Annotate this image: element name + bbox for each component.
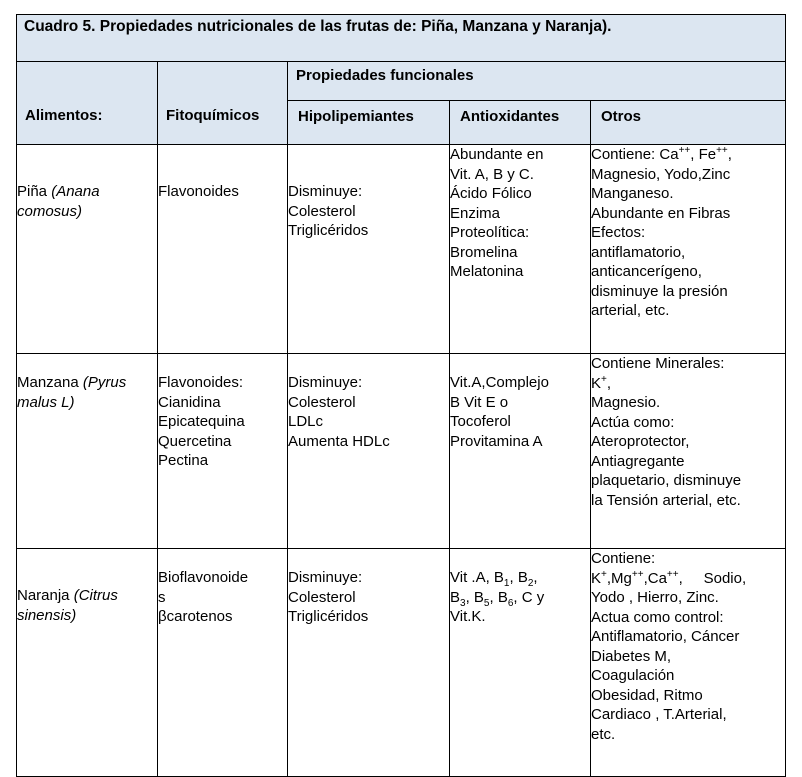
list-item: Triglicéridos [288, 608, 369, 625]
list-item: Disminuye: [288, 183, 363, 200]
list-item: s [158, 588, 166, 606]
hipolipemiantes-cell [288, 354, 450, 549]
list-item: LDLc [288, 413, 324, 430]
list-item: Colesterol [288, 202, 356, 220]
list-item: Flavonoides: [158, 374, 244, 391]
list-item: Epicatequina [158, 413, 245, 430]
list-item: Cianidina [158, 393, 221, 411]
table-row [17, 145, 786, 354]
fitoquimicos-cell [158, 549, 288, 777]
list-item: Vit .A, $B_1$, $B_2$, [450, 569, 538, 589]
list-item: Coagulación [591, 667, 675, 684]
list-item: Actúa como: [591, 413, 675, 431]
food-cell [17, 354, 158, 549]
list-item: Tocoferol [450, 413, 511, 430]
header-propiedades-funcionales: Propiedades funcionales [288, 62, 786, 101]
list-item: K+, [591, 373, 612, 392]
antioxidantes-cell [450, 145, 591, 354]
list-item: la Tensión arterial, etc. [591, 491, 741, 509]
list-item: Contiene: [591, 550, 656, 567]
list-item: Yodo , Hierro, Zinc. [591, 589, 719, 606]
antioxidantes-cell [450, 354, 591, 549]
header-hipolipemiantes: Hipolipemiantes [288, 101, 450, 145]
food-scientific-name: (Pyrus malus L) [17, 374, 127, 411]
otros-cell [591, 145, 786, 354]
list-item: B Vit E o [450, 393, 509, 411]
list-item: Abundante en Fibras [591, 204, 731, 222]
list-item: Contiene: Ca++, Fe++, [591, 145, 732, 163]
list-item: Vit.K. [450, 608, 486, 625]
list-item: Colesterol [288, 393, 356, 411]
list-item: Contiene Minerales: [591, 355, 725, 372]
list-item: Diabetes M, [591, 647, 672, 665]
otros-cell [591, 354, 786, 549]
list-item: Magnesio, Yodo,Zinc [591, 165, 731, 183]
list-item: Efectos: [591, 224, 646, 241]
list-item: Flavonoides [158, 183, 239, 200]
list-item: Antiagregante [591, 452, 685, 470]
list-item: Manganeso. [591, 185, 674, 202]
list-item: Ateroprotector, [591, 433, 690, 450]
list-item: disminuye la presión [591, 282, 728, 300]
list-item: βcarotenos [158, 608, 233, 625]
hipolipemiantes-cell [288, 145, 450, 354]
hipolipemiantes-cell [288, 549, 450, 777]
list-item: Abundante en [450, 146, 544, 163]
food-cell [17, 145, 158, 354]
food-name: Piña [17, 183, 48, 200]
list-item: Bioflavonoide [158, 569, 249, 586]
list-item: Colesterol [288, 588, 356, 606]
list-item: arterial, etc. [591, 302, 670, 319]
header-fitoquimicos: Fitoquímicos [158, 62, 288, 145]
list-item: Proteolítica: [450, 224, 530, 241]
nutrition-table [16, 14, 786, 777]
fitoquimicos-cell [158, 145, 288, 354]
list-item: etc. [591, 725, 616, 743]
header-antioxidantes: Antioxidantes [450, 101, 591, 145]
list-item: Melatonina [450, 263, 524, 280]
list-item: Vit. A, B y C. [450, 165, 534, 183]
food-scientific-name: (Anana comosus) [17, 183, 100, 220]
header-otros: Otros [591, 101, 786, 145]
list-item: Enzima [450, 204, 501, 222]
list-item: Obesidad, Ritmo [591, 686, 703, 704]
table-row [17, 549, 786, 777]
list-item: Pectina [158, 452, 209, 469]
food-name: Manzana [17, 374, 79, 391]
food-cell [17, 549, 158, 777]
list-item: $B_3$, $B_5$, $B_6$, C y [450, 588, 545, 609]
list-item: Vit.A,Complejo [450, 374, 549, 391]
antioxidantes-cell [450, 549, 591, 777]
list-item: antiflamatorio, [591, 243, 686, 261]
fitoquimicos-cell [158, 354, 288, 549]
list-item: Cardiaco , T.Arterial, [591, 706, 727, 723]
food-name: Naranja [17, 587, 70, 604]
list-item: Antiflamatorio, Cáncer [591, 628, 740, 645]
header-alimentos: Alimentos: [17, 62, 158, 145]
table-caption: Cuadro 5. Propiedades nutricionales de las frutas de: Piña, Manzana y Naranja). [17, 15, 786, 62]
list-item: anticancerígeno, [591, 263, 702, 280]
list-item: Ácido Fólico [450, 185, 532, 202]
list-item: Aumenta HDLc [288, 432, 390, 450]
list-item: Provitamina A [450, 432, 543, 450]
table-row [17, 354, 786, 549]
list-item: Triglicéridos [288, 222, 369, 239]
list-item: Magnesio. [591, 394, 661, 411]
food-scientific-name: (Citrus sinensis) [17, 587, 118, 624]
list-item: K+,Mg++,Ca++, Sodio, [591, 568, 747, 587]
list-item: Disminuye: [288, 374, 363, 391]
list-item: plaquetario, disminuye [591, 472, 742, 489]
otros-cell [591, 549, 786, 777]
list-item: Actua como control: [591, 608, 724, 626]
list-item: Disminuye: [288, 569, 363, 586]
list-item: Bromelina [450, 243, 518, 261]
list-item: Quercetina [158, 432, 232, 450]
